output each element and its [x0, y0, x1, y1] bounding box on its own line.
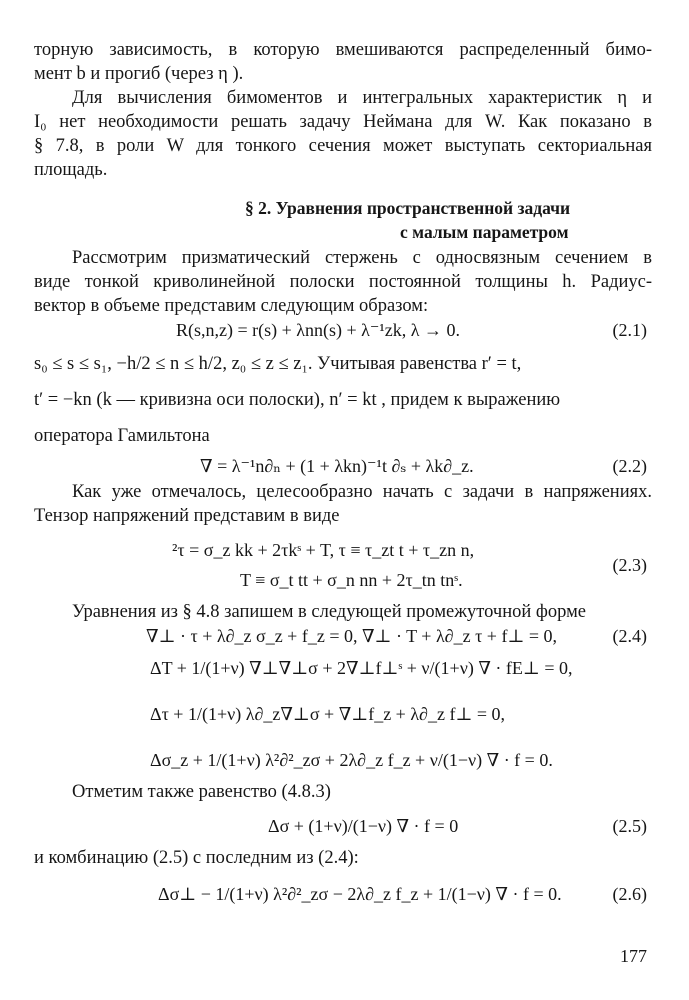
section-heading-line1: § 2. Уравнения пространственной задачи	[245, 198, 571, 218]
section-heading-line2: с малым параметром	[400, 222, 569, 242]
equation-2-4d: Δσ_z + 1/(1+ν) λ²∂²_zσ + 2λ∂_z f_z + ν/(1−ν) ∇ · f = 0.	[150, 750, 553, 770]
paragraph-line: торную зависимость, в которую вмешиваются распределенный бимо-	[34, 40, 652, 60]
paragraph-line: площадь.	[34, 160, 108, 180]
paragraph-line: Как уже отмечалось, целесообразно начать с задачи в напряжениях.	[72, 482, 652, 502]
equation-2-4c: Δτ + 1/(1+ν) λ∂_z∇⊥σ + ∇⊥f_z + λ∂_z f⊥ = 0,	[150, 704, 506, 724]
equation-number: (2.5)	[612, 816, 647, 836]
equation-number: (2.6)	[612, 884, 647, 904]
paragraph-line: виде тонкой криволинейной полоски постоянной толщины h. Радиус-	[34, 272, 652, 292]
paragraph-line: Тензор напряжений представим в виде	[34, 506, 340, 526]
paragraph-line: Отметим также равенство (4.8.3)	[72, 782, 331, 802]
equation-number: (2.3)	[612, 555, 647, 575]
equation-2-3b: T ≡ σ_t tt + σ_n nn + 2τ_tn tnˢ.	[240, 570, 463, 590]
paragraph-line: § 7.8, в роли W для тонкого сечения может выступать секториальная	[34, 136, 652, 156]
paragraph-line: s₀ ≤ s ≤ s₁, −h/2 ≤ n ≤ h/2, z₀ ≤ z ≤ z₁. Учитывая равенства r′ = t,	[34, 354, 522, 374]
paragraph-line: оператора Гамильтона	[34, 426, 210, 446]
paragraph-line: Для вычисления бимоментов и интегральных характеристик η и	[72, 88, 652, 108]
paragraph-line: I₀ нет необходимости решать задачу Неймана для W. Как показано в	[34, 112, 652, 132]
equation-2-1: R(s,n,z) = r(s) + λnn(s) + λ⁻¹zk, λ → 0.	[176, 320, 460, 340]
equation-2-4a: ∇⊥ · τ + λ∂_z σ_z + f_z = 0, ∇⊥ · T + λ∂_z τ + f⊥ = 0,	[146, 626, 558, 646]
equation-2-4b: ΔT + 1/(1+ν) ∇⊥∇⊥σ + 2∇⊥f⊥ˢ + ν/(1+ν) ∇ · fE⊥ = 0,	[150, 658, 573, 678]
paragraph-line: Уравнения из § 4.8 запишем в следующей промежуточной форме	[72, 602, 586, 622]
paragraph-line: t′ = −kn (k — кривизна оси полоски), n′ = kt , придем к выражению	[34, 390, 561, 410]
page-number: 177	[620, 946, 647, 966]
paragraph-line: вектор в объеме представим следующим образом:	[34, 296, 429, 316]
paragraph-line: и комбинацию (2.5) с последним из (2.4):	[34, 848, 359, 868]
equation-number: (2.2)	[612, 456, 647, 476]
equation-number: (2.1)	[612, 320, 647, 340]
paragraph-line: мент b и прогиб (через η ).	[34, 64, 244, 84]
equation-2-3a: ²τ = σ_z kk + 2τkˢ + T, τ ≡ τ_zt t + τ_zn n,	[172, 540, 475, 560]
equation-2-6: Δσ⊥ − 1/(1+ν) λ²∂²_zσ − 2λ∂_z f_z + 1/(1−ν) ∇ · f = 0.	[158, 884, 562, 904]
paragraph-line: Рассмотрим призматический стержень с односвязным сечением в	[72, 248, 652, 268]
equation-2-5: Δσ + (1+ν)/(1−ν) ∇ · f = 0	[268, 816, 459, 836]
equation-2-2: ∇ = λ⁻¹n∂ₙ + (1 + λkn)⁻¹t ∂ₛ + λk∂_z.	[200, 456, 474, 476]
equation-number: (2.4)	[612, 626, 647, 646]
